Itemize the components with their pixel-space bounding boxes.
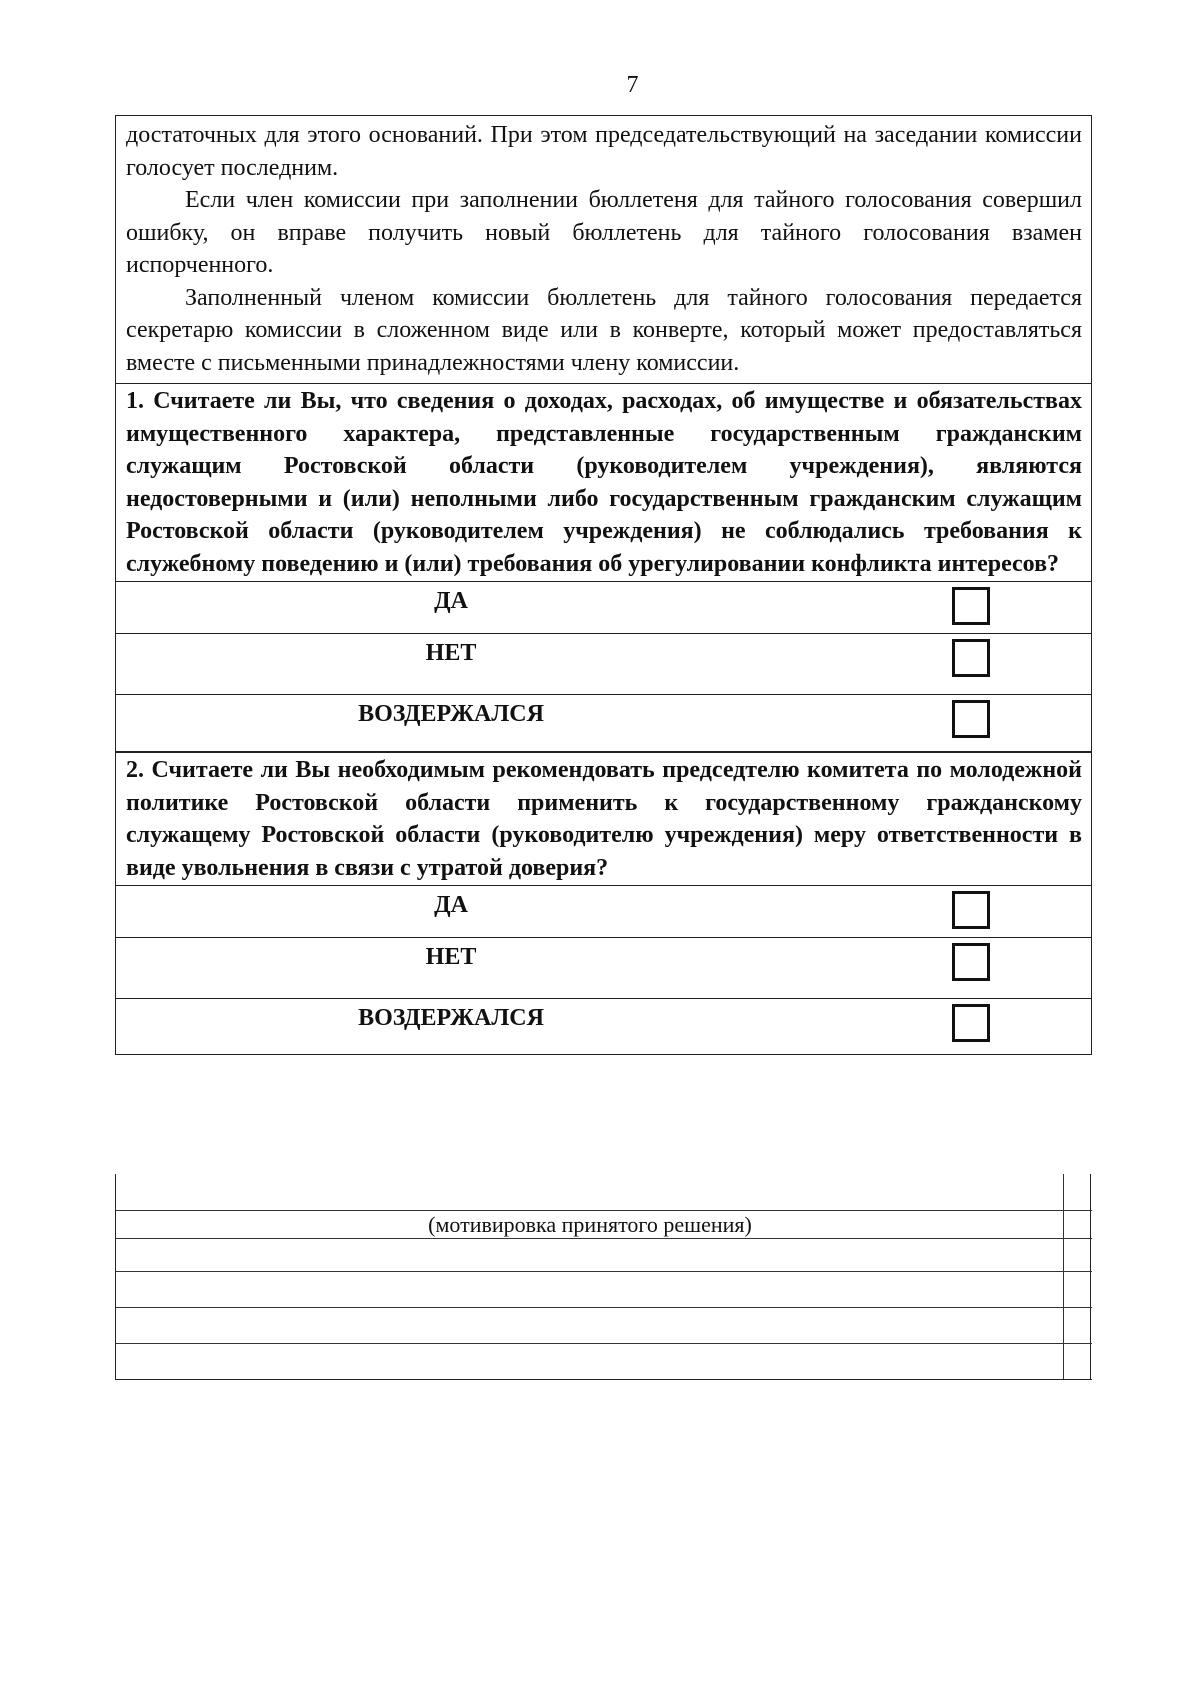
option-label-abstain: ВОЗДЕРЖАЛСЯ (358, 1005, 544, 1031)
option-label-abstain: ВОЗДЕРЖАЛСЯ (358, 701, 544, 727)
question-2-option-no (116, 938, 1091, 999)
motivation-caption-row (116, 1210, 1092, 1238)
motivation-line (116, 1343, 1092, 1379)
motivation-input-line[interactable] (116, 1174, 1064, 1210)
motivation-input-line[interactable] (116, 1239, 1064, 1271)
motivation-input-line[interactable] (116, 1272, 1064, 1307)
motivation-line (116, 1174, 1092, 1210)
motivation-side-cell (1064, 1272, 1091, 1307)
question-2-no-checkbox[interactable] (952, 943, 990, 981)
motivation-line (116, 1271, 1092, 1307)
question-1-option-yes (116, 582, 1091, 634)
option-label-no: НЕТ (425, 944, 477, 970)
motivation-side-cell (1064, 1211, 1091, 1238)
intro-paragraph: Заполненный членом комиссии бюллетень для тайного голосования передается секретарю комиссии в сложенном виде или в конверте, который может предоставляться вместе с письменными принадлежностями члену комиссии. (126, 284, 1082, 376)
motivation-line (116, 1238, 1092, 1271)
motivation-side-cell (1064, 1308, 1091, 1343)
intro-paragraph: Если член комиссии при заполнении бюллетеня для тайного голосования совершил ошибку, он вправе получить новый бюллетень для тайного голосования взамен испорченного. (126, 187, 1082, 278)
question-1-no-checkbox[interactable] (952, 639, 990, 677)
question-1-yes-checkbox[interactable] (952, 587, 990, 625)
question-2-abstain-checkbox[interactable] (952, 1004, 990, 1042)
question-2-text: 2. Считаете ли Вы необходимым рекомендовать председтелю комитета по молодежной политике Ростовской области применить к государственному гражданскому служащему Ростовской области (руководителю учреждения) меру ответственности в виде увольнения в связи с утратой доверия? (116, 752, 1091, 886)
question-2-yes-checkbox[interactable] (952, 891, 990, 929)
question-1-option-no (116, 634, 1091, 695)
question-2-option-abstain (116, 999, 1091, 1054)
option-label-yes: ДА (434, 588, 468, 614)
motivation-input-line[interactable] (116, 1344, 1064, 1379)
motivation-caption: (мотивировка принятого решения) (428, 1212, 752, 1237)
page-number: 7 (626, 72, 639, 98)
question-1-abstain-checkbox[interactable] (952, 700, 990, 738)
ballot-form (115, 115, 1092, 1055)
motivation-caption-cell (116, 1211, 1064, 1238)
question-2-option-yes (116, 886, 1091, 938)
intro-text (116, 116, 1091, 384)
intro-paragraph: достаточных для этого оснований. При этом председательствующий на заседании комиссии голосует последним. (126, 122, 1082, 181)
question-1-text: 1. Считаете ли Вы, что сведения о доходах, расходах, об имуществе и обязательствах имущественного характера, представленные государственным гражданским служащим Ростовской области (руководителем учреждения), являются недостоверными и (или) неполными либо государственным гражданским служащим Ростовской области (руководителем учреждения) не соблюдались требования к служебному поведению и (или) требования об урегулировании конфликта интересов? (116, 384, 1091, 582)
option-label-no: НЕТ (425, 640, 477, 666)
motivation-line (116, 1307, 1092, 1343)
motivation-side-cell (1064, 1344, 1091, 1379)
motivation-side-cell (1064, 1174, 1091, 1210)
motivation-input-line[interactable] (116, 1308, 1064, 1343)
motivation-table (115, 1174, 1092, 1380)
option-label-yes: ДА (434, 892, 468, 918)
question-1-option-abstain (116, 695, 1091, 752)
motivation-side-cell (1064, 1239, 1091, 1271)
